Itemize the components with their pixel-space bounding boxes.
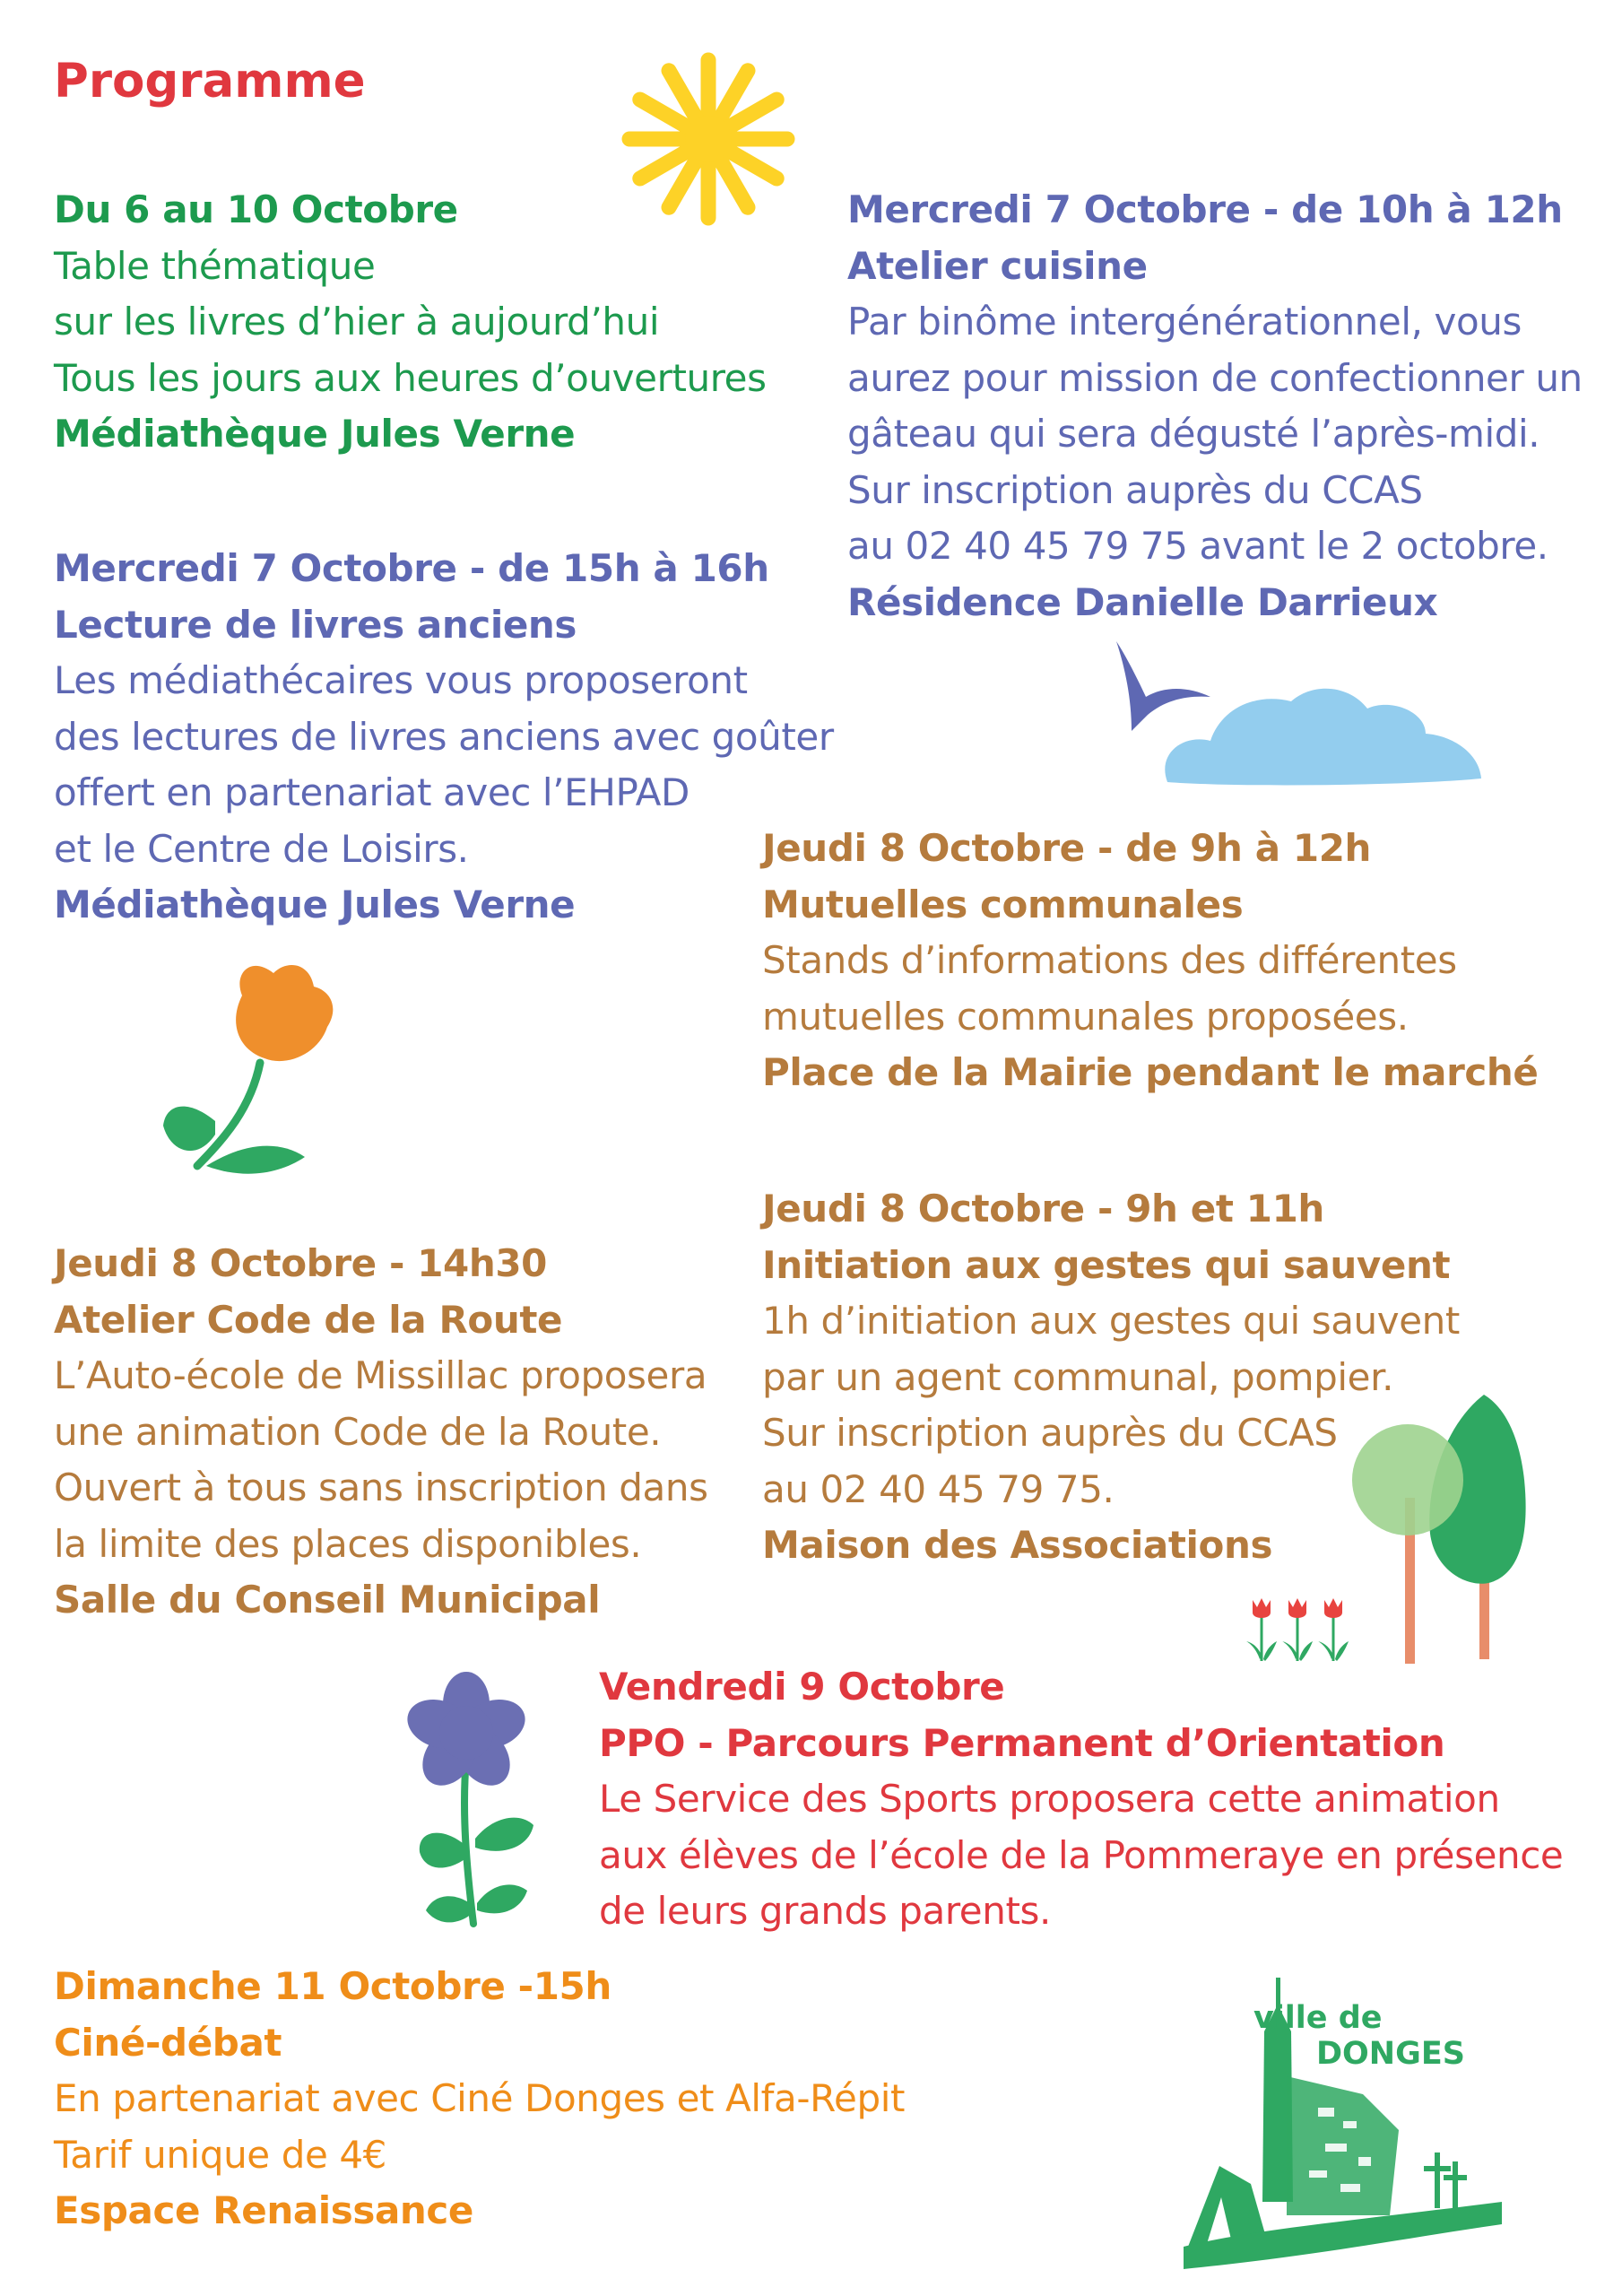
event-line: et le Centre de Loisirs.	[54, 826, 469, 871]
event-line: la limite des places disponibles.	[54, 1521, 642, 1566]
sun-icon	[619, 49, 798, 229]
blue-flower-icon	[403, 1668, 547, 1928]
event-title: Atelier cuisine	[847, 243, 1148, 288]
trees-icon	[1349, 1390, 1529, 1668]
event-line: Sur inscription auprès du CCAS	[847, 467, 1423, 512]
event-title: Atelier Code de la Route	[54, 1297, 563, 1342]
event-line: mutuelles communales proposées.	[762, 994, 1409, 1039]
logo-line2: DONGES	[1316, 2036, 1465, 2072]
logo-line1: ville de	[1253, 2000, 1383, 2036]
event-date: Dimanche 11 Octobre -15h	[54, 1964, 612, 2008]
event-date: Jeudi 8 Octobre - 14h30	[54, 1241, 548, 1285]
event-mutuelles	[762, 821, 1538, 1101]
event-date: Du 6 au 10 Octobre	[54, 187, 458, 231]
event-line: gâteau qui sera dégusté l’après-midi.	[847, 412, 1540, 456]
event-line: une animation Code de la Route.	[54, 1409, 662, 1454]
event-code	[54, 1236, 708, 1629]
event-date: Mercredi 7 Octobre - de 10h à 12h	[847, 187, 1563, 231]
event-line: Sur inscription auprès du CCAS	[762, 1411, 1338, 1455]
event-line: Tous les jours aux heures d’ouvertures	[54, 355, 767, 400]
event-place: Espace Renaissance	[54, 2188, 473, 2232]
event-line: En partenariat avec Ciné Donges et Alfa-Répit	[54, 2076, 906, 2120]
event-title: Lecture de livres anciens	[54, 602, 577, 647]
event-line: Table thématique	[54, 243, 376, 288]
event-line: 1h d’initiation aux gestes qui sauvent	[762, 1299, 1460, 1343]
page-title: Programme	[54, 54, 366, 109]
event-place: Médiathèque Jules Verne	[54, 412, 576, 456]
event-date: Mercredi 7 Octobre - de 15h à 16h	[54, 546, 769, 590]
event-line: aurez pour mission de confectionner un	[847, 355, 1583, 400]
event-line: offert en partenariat avec l’EHPAD	[54, 770, 690, 814]
event-place: Résidence Danielle Darrieux	[847, 579, 1438, 624]
event-line: Stands d’informations des différentes	[762, 938, 1457, 982]
event-line: Par binôme intergénérationnel, vous	[847, 300, 1522, 344]
event-cuisine	[847, 182, 1583, 631]
orange-tulip-icon	[152, 955, 341, 1175]
event-cine	[54, 1959, 905, 2239]
event-line: aux élèves de l’école de la Pommeraye en présence	[599, 1832, 1564, 1877]
event-place: Médiathèque Jules Verne	[54, 883, 576, 926]
event-line: Tarif unique de 4€	[54, 2132, 386, 2177]
event-place: Salle du Conseil Municipal	[54, 1578, 601, 1622]
event-line: au 02 40 45 79 75.	[762, 1466, 1115, 1511]
event-place: Maison des Associations	[762, 1523, 1273, 1567]
event-place: Place de la Mairie pendant le marché	[762, 1050, 1539, 1094]
event-title: PPO - Parcours Permanent d’Orientation	[599, 1720, 1445, 1765]
event-lecture	[54, 541, 834, 934]
event-line: Ouvert à tous sans inscription dans	[54, 1465, 708, 1509]
event-line: sur les livres d’hier à aujourd’hui	[54, 300, 660, 344]
event-line: par un agent communal, pompier.	[762, 1354, 1394, 1399]
event-line: L’Auto-école de Missillac proposera	[54, 1353, 707, 1397]
event-line: Le Service des Sports proposera cette animation	[599, 1777, 1500, 1821]
event-date: Jeudi 8 Octobre - de 9h à 12h	[762, 826, 1372, 870]
event-date: Jeudi 8 Octobre - 9h et 11h	[762, 1187, 1324, 1231]
event-line: Les médiathécaires vous proposeront	[54, 658, 748, 702]
town-logo	[1184, 1978, 1506, 2274]
event-line: au 02 40 45 79 75 avant le 2 octobre.	[847, 524, 1548, 568]
event-title: Initiation aux gestes qui sauvent	[762, 1242, 1451, 1287]
event-date: Vendredi 9 Octobre	[599, 1665, 1005, 1709]
event-line: des lectures de livres anciens avec goûter	[54, 714, 834, 759]
event-title: Mutuelles communales	[762, 882, 1244, 926]
cloud-icon	[1157, 682, 1488, 789]
event-title: Ciné-débat	[54, 2020, 282, 2065]
small-tulips-icon	[1246, 1596, 1363, 1664]
event-ppo	[599, 1659, 1563, 1940]
event-line: de leurs grands parents.	[599, 1889, 1051, 1933]
